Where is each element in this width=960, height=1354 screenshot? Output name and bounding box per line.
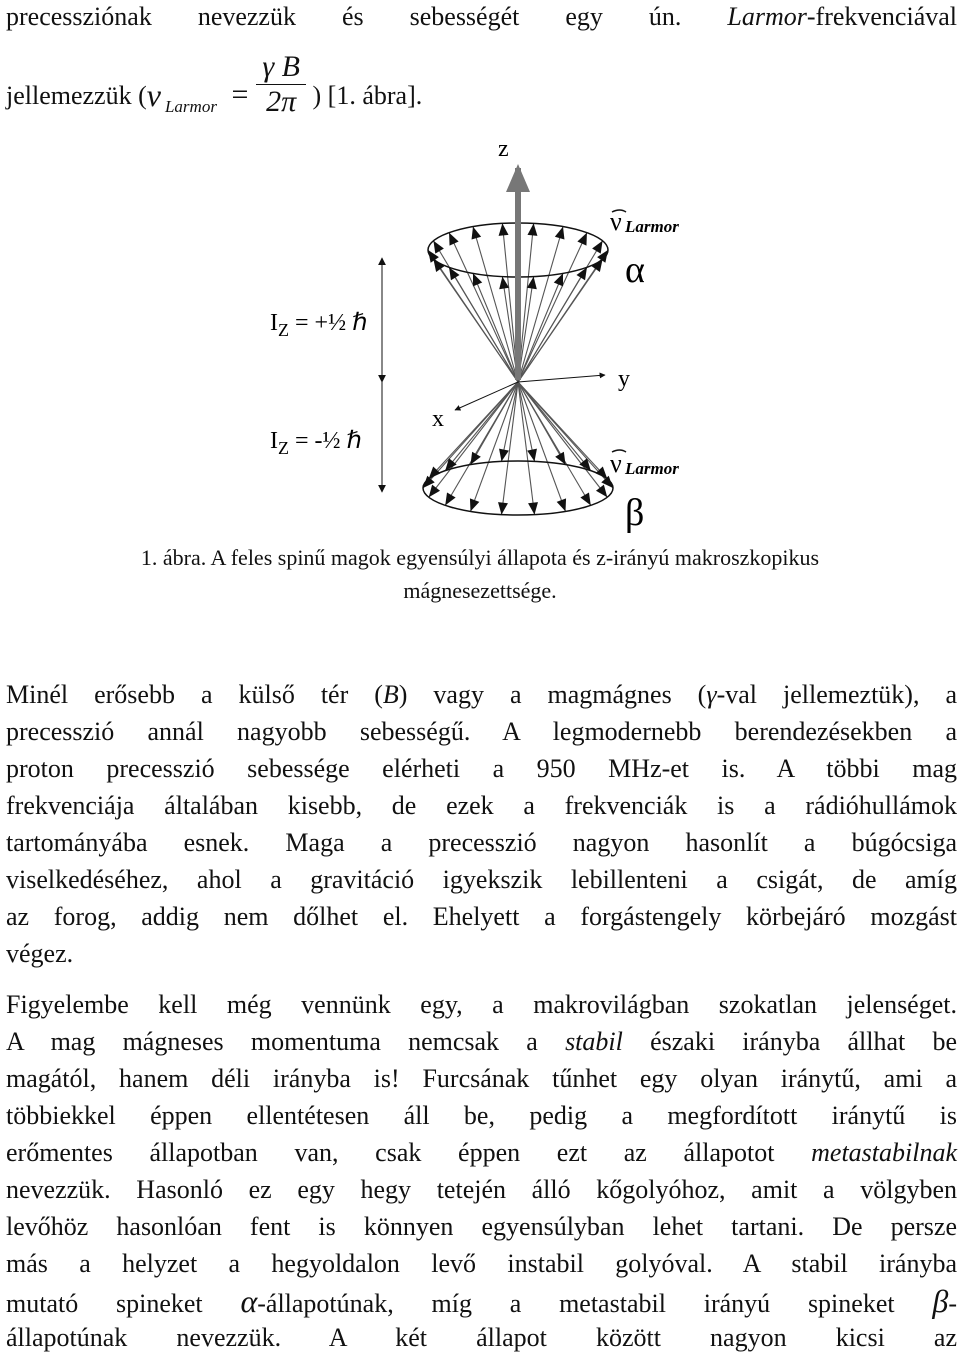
intro-line-2 — [6, 44, 423, 118]
axis-label-x: x — [432, 406, 444, 432]
intro-text: ) [1. ábra]. — [312, 81, 423, 111]
p2-line: mutató spineket α-állapotúnak, míg a metastabil irányú spineket β- — [6, 1283, 957, 1319]
p2-line: erőmentes állapotban van, csak éppen ezt az állapotot metastabilnak — [6, 1138, 957, 1167]
cone-line — [433, 241, 518, 382]
cone-line — [518, 382, 591, 471]
rim-arrowhead-icon — [527, 449, 537, 462]
rim-arrowhead-icon — [498, 502, 508, 515]
iz-plus-label: $I_Z$ = +½ ℏ — [270, 310, 368, 340]
cone-line — [518, 227, 563, 382]
axis-label-z: z — [498, 136, 509, 162]
cone-line — [518, 233, 587, 382]
rim-arrowhead-icon — [433, 241, 443, 254]
y-axis — [518, 375, 605, 382]
iz-minus-label: $I_Z$ = -½ ℏ — [270, 428, 362, 458]
p1-line: tartományába esnek. Maga a precesszió nagyon hasonlít a búgócsiga — [6, 828, 957, 857]
rim-arrowhead-icon — [527, 223, 537, 235]
beta-label: β — [625, 492, 645, 534]
p1-line: végez. — [6, 939, 74, 968]
cone-line — [518, 382, 566, 511]
rim-arrowhead-icon — [499, 449, 509, 462]
cone-line — [518, 241, 603, 382]
cone-line — [428, 250, 518, 382]
intro-text: -frekvenciával — [806, 2, 957, 31]
rim-arrowhead-icon — [499, 223, 509, 235]
figure-caption-line-2: mágnesezettsége. — [403, 578, 557, 603]
p2-line: Figyelembe kell még vennünk egy, a makrovilágban szokatlan jelenséget. — [6, 990, 957, 1019]
cone-line — [518, 382, 566, 465]
rim-arrowhead-icon — [592, 241, 602, 254]
lower-cone-rim — [423, 461, 613, 515]
rim-arrowhead-icon — [429, 485, 440, 498]
cone-line — [518, 273, 563, 382]
equals-sign: = — [231, 78, 249, 112]
nu-symbol: ν — [146, 77, 161, 114]
cone-line — [449, 233, 518, 382]
rim-arrowhead-icon — [592, 259, 603, 272]
axis-label-y: y — [618, 366, 630, 392]
alpha-label: α — [625, 249, 645, 291]
cone-line — [471, 382, 519, 465]
p1-line: viselkedéséhez, ahol a gravitáció igyekszik lebillenteni a csigát, de amíg — [6, 865, 957, 894]
rim-arrowhead-icon — [580, 492, 590, 505]
rim-arrowhead-icon — [472, 227, 482, 240]
fraction-numerator: γ B — [256, 50, 306, 85]
cone-line — [518, 382, 607, 497]
p2-line: más a helyzet a hegyoldalon levő instabil golyóval. A stabil irányba — [6, 1249, 957, 1278]
cone-line — [473, 227, 518, 382]
larmor-word: Larmor — [727, 2, 807, 31]
cone-line — [445, 382, 518, 471]
p1-line: az forog, addig nem dőlhet el. Ehelyett a forgástengely körbejáró mozgást — [6, 902, 957, 931]
rim-arrowhead-icon — [445, 492, 455, 505]
intro-text: jellemezzük ( — [6, 81, 147, 111]
lower-larmor-label: Larmor — [625, 459, 679, 478]
rim-arrowhead-icon — [557, 498, 566, 511]
upper-larmor-label: Larmor — [625, 217, 679, 236]
p2-line: állapotúnak nevezzük. A két állapot között nagyon kicsi az — [6, 1323, 957, 1352]
rim-arrowhead-icon — [596, 485, 607, 498]
x-axis — [455, 382, 518, 410]
cone-line — [429, 382, 518, 497]
p1-line: proton precesszió sebessége elérheti a 950 MHz-et is. A többi mag — [6, 754, 957, 783]
z-axis-arrowhead — [506, 164, 530, 192]
p2-line: nevezzük. Hasonló ez egy hegy tetején álló kőgolyóhoz, amit a völgyben — [6, 1175, 957, 1204]
p2-line: A mag mágneses momentuma nemcsak a stabil északi irányba állhat be — [6, 1027, 957, 1056]
p2-line: levőhöz hasonlóan fent is könnyen egyensúlyban lehet tartani. De persze — [6, 1212, 957, 1241]
rim-arrowhead-icon — [433, 259, 444, 272]
p1-line: precesszió annál nagyobb sebességű. A legmodernebb berendezésekben a — [6, 717, 957, 746]
lower-nu-symbol: ν — [610, 449, 622, 478]
figure-caption-line-1: 1. ábra. A feles spinű magok egyensúlyi állapota és z-irányú makroszkopikus — [140, 545, 820, 570]
rim-arrowhead-icon — [528, 502, 538, 515]
nu-subscript: Larmor — [164, 97, 217, 117]
intro-text: precessziónak nevezzük és sebességét egy ún. — [6, 2, 682, 31]
cone-line — [471, 382, 519, 511]
cone-line — [473, 273, 518, 382]
larmor-fraction — [256, 50, 306, 119]
intro-line-1 — [6, 2, 957, 32]
fraction-denominator: 2π — [266, 85, 297, 118]
p2-line: magától, hanem déli irányba is! Furcsának tűnhet egy olyan iránytű, ami a — [6, 1064, 957, 1093]
p2-line: többiekkel éppen ellentétesen áll be, pedig a megfordított iránytű is — [6, 1101, 957, 1130]
p1-line: Minél erősebb a külső tér (B) vagy a magmágnes (γ-val jellemeztük), a — [6, 680, 957, 709]
rim-arrowhead-icon — [555, 227, 565, 240]
upper-nu-symbol: ν — [610, 207, 622, 236]
rim-arrowhead-icon — [470, 498, 479, 511]
p1-line: frekvenciája általában kisebb, de ezek a frekvenciák is a rádióhullámok — [6, 791, 957, 820]
